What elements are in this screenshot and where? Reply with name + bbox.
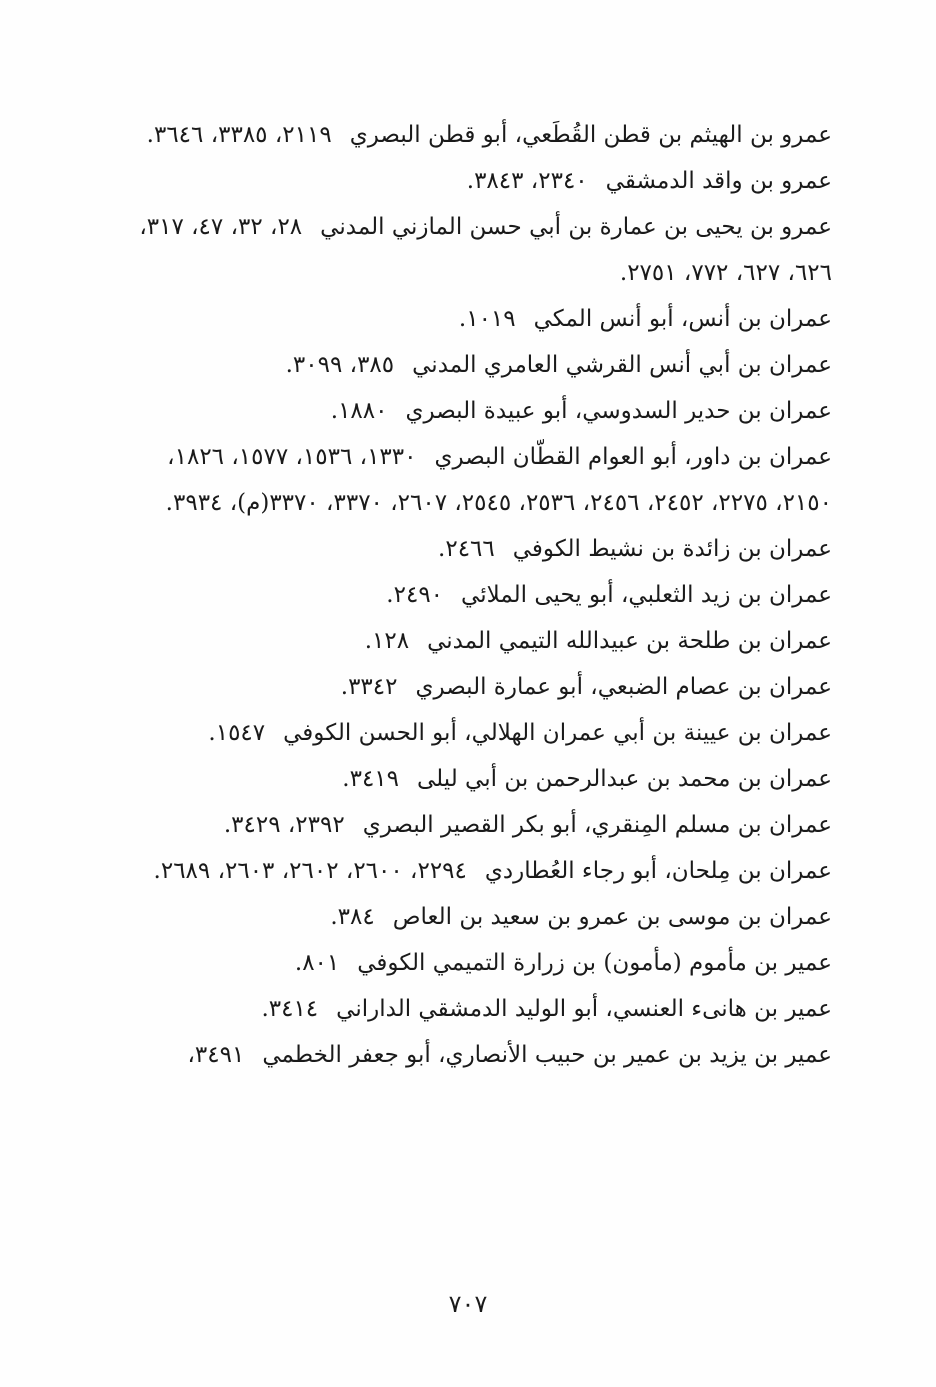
entry-name: عمران بن موسى بن عمرو بن سعيد بن العاص (392, 904, 832, 930)
entry-name: عمران بن زائدة بن نشيط الكوفي (512, 536, 832, 562)
entry-references: ٢٣٤٠، ٣٨٤٣. (466, 168, 588, 194)
index-entry (120, 526, 832, 572)
index-entry (120, 848, 832, 894)
entry-name: عمران بن محمد بن عبدالرحمن بن أبي ليلى (417, 766, 832, 792)
entry-name: عمران بن أنس، أبو أنس المكي (533, 306, 832, 332)
index-entry (120, 986, 832, 1032)
entry-references: ٢٨، ٣٢، ٤٧، ٣١٧، ٦٢٦، ٦٢٧، ٧٧٢، ٢٧٥١. (139, 214, 832, 286)
index-entry (120, 158, 832, 204)
index-entry (120, 802, 832, 848)
page-number: ٧٠٧ (448, 1290, 488, 1318)
index-entry (120, 940, 832, 986)
entry-references: ٣٤١٤. (261, 996, 319, 1022)
entry-name: عمير بن هانىء العنسي، أبو الوليد الدمشقي الداراني (336, 996, 832, 1022)
index-entry (120, 664, 832, 710)
entry-references: ٣٤٩١، (187, 1042, 245, 1068)
entry-name: عمران بن زيد الثعلبي، أبو يحيى الملائي (461, 582, 832, 608)
entry-references: ٨٠١. (294, 950, 340, 976)
entry-references: ٢٤٦٦. (438, 536, 495, 562)
index-entry (120, 204, 832, 296)
entry-name: عمران بن حدير السدوسي، أبو عبيدة البصري (405, 398, 832, 424)
entry-references: ٢٣٩٢، ٣٤٢٩. (223, 812, 345, 838)
entry-references: ٢١١٩، ٣٣٨٥، ٣٦٤٦. (146, 122, 332, 148)
entry-references: ٣٤١٩. (342, 766, 400, 792)
entry-name: عمران بن مسلم المِنقري، أبو بكر القصير البصري (362, 812, 832, 838)
entry-references: ١٢٨. (364, 628, 410, 654)
entry-name: عمران بن عصام الضبعي، أبو عمارة البصري (415, 674, 832, 700)
entry-references: ١٥٤٧. (208, 720, 266, 746)
entry-references: ١٨٨٠. (330, 398, 388, 424)
index-entry (120, 618, 832, 664)
entry-name: عمرو بن واقد الدمشقي (605, 168, 832, 194)
entry-references: ٢٢٩٤، ٢٦٠٠، ٢٦٠٢، ٢٦٠٣، ٢٦٨٩. (153, 858, 467, 884)
entry-name: عمير بن مأموم (مأمون) بن زرارة التميمي الكوفي (357, 950, 832, 976)
index-entry (120, 710, 832, 756)
entry-references: ٣٣٤٢. (340, 674, 398, 700)
index-entry (120, 894, 832, 940)
index-entry (120, 434, 832, 526)
entry-name: عمير بن يزيد بن عمير بن حبيب الأنصاري، أبو جعفر الخطمي (262, 1042, 832, 1068)
entry-references: ٣٨٥، ٣٠٩٩. (285, 352, 395, 378)
entry-references: ٢٤٩٠. (386, 582, 444, 608)
entry-name: عمرو بن يحيى بن عمارة بن أبي حسن المازني المدني (320, 214, 832, 240)
entry-name: عمران بن داور، أبو العوام القطّان البصري (434, 444, 832, 470)
entry-references: ١٣٣٠، ١٥٣٦، ١٥٧٧، ١٨٢٦، ٢١٥٠، ٢٢٧٥، ٢٤٥٢، ٢٤٥٦، ٢٥٣٦، ٢٥٤٥، ٢٦٠٧، ٣٣٧٠، ٣٣٧٠(م)، ٣٩٣٤. (165, 444, 832, 516)
entry-name: عمران بن مِلحان، أبو رجاء العُطاردي (484, 858, 832, 884)
entry-name: عمرو بن الهيثم بن قطن القُطَعي، أبو قطن البصري (349, 122, 832, 148)
index-entry (120, 388, 832, 434)
index-entry (120, 572, 832, 618)
index-entries (120, 112, 832, 1078)
index-entry (120, 112, 832, 158)
index-entry (120, 1032, 832, 1078)
index-entry (120, 296, 832, 342)
index-entry (120, 756, 832, 802)
entry-name: عمران بن أبي أنس القرشي العامري المدني (412, 352, 832, 378)
entry-name: عمران بن طلحة بن عبيدالله التيمي المدني (427, 628, 832, 654)
index-entry (120, 342, 832, 388)
entry-references: ١٠١٩. (458, 306, 516, 332)
entry-references: ٣٨٤. (330, 904, 375, 930)
entry-name: عمران بن عيينة بن أبي عمران الهلالي، أبو الحسن الكوفي (283, 720, 832, 746)
